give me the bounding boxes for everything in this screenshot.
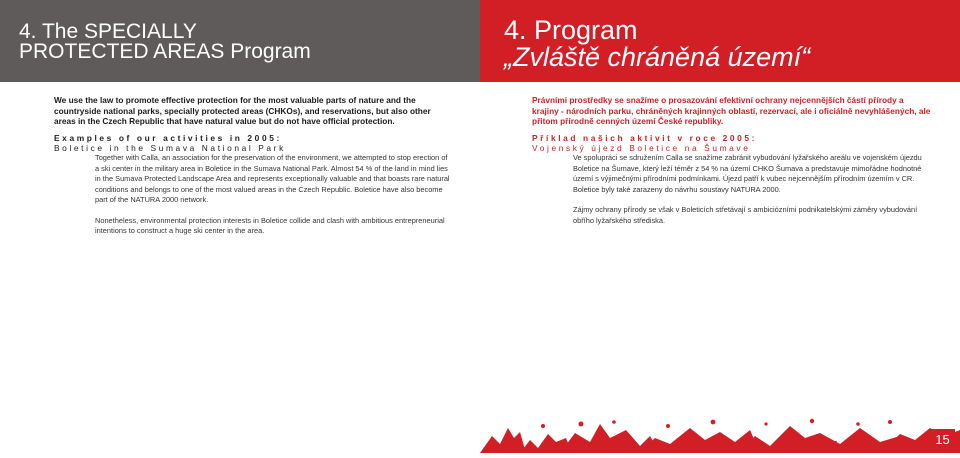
english-title-line1: 4. The SPECIALLY <box>19 20 197 43</box>
czech-title-line1: 4. Program <box>504 15 638 45</box>
page-number: 15 <box>930 429 955 451</box>
english-paragraph-1: Together with Calla, an association for the preservation of the environment, we attempted to stop erection of a ski center in the military area in Boletice in the Sumava National Park. Almost 54 % of the land in mind lies in the Sumava Protected Landscape Area and represents exceptionally valuable and that boasts rare natural conditions and belongs to one of the most valued areas in the Czech Republic. Boletice have also become part of the NATURA 2000 network. <box>95 153 450 204</box>
english-section-subheading: Boletice in the Sumava National Park <box>54 143 286 153</box>
czech-paragraph-2: Zájmy ochrany přírody se však v Boleticích střetávají s ambiciózními podnikatelskými záměry vybudování obřího lyžařského střediska. <box>573 205 918 225</box>
english-paragraph-2: Nonetheless, environmental protection interests in Boletice collide and clash with ambitious entrepreneurial intentions to construct a huge ski center in the area. <box>95 215 445 235</box>
english-title-line2: PROTECTED AREAS Program <box>19 40 311 63</box>
english-intro: We use the law to promote effective protection for the most valuable parts of nature and the countryside national parks, specially protected areas (CHKOs), and reservations, but also other areas in the Czech Republic that have natural value but do not have official protection. <box>54 95 431 127</box>
footer-splatter <box>0 418 960 453</box>
czech-body <box>573 153 925 226</box>
english-title <box>19 22 311 62</box>
czech-title-line2: „Zvláště chráněná území“ <box>504 42 811 72</box>
czech-section-heading: Příklad našich aktivit v roce 2005: <box>532 133 758 143</box>
czech-paragraph-1: Ve spolupráci se sdružením Calla se snažíme zabránit vybudování lyžařského areálu ve vojenském újezdu Boletice na Šumave, který leží téměr z 54 % na území CHKO Šumava a predstavuje mimořádne hodnotné území s výjimečnými přírodními podmínkami. Újezd patří k vubec nejcennějším přírodním územím v CR. Boletice byly také zarazeny do návrhu soustavy NATURA 2000. <box>573 153 922 194</box>
english-body <box>95 153 450 237</box>
czech-section-subheading: Vojenský újezd Boletice na Šumave <box>532 143 751 153</box>
english-section-heading: Examples of our activities in 2005: <box>54 133 282 143</box>
czech-intro: Právními prostředky se snažíme o prosazování efektivní ochrany nejcennějších částí přírody a krajiny - národních parku, chráněných krajinných oblastí, rezervací, ale i oficiálně nevyhlášených, ale přitom přírodně cenných území České republiky. <box>532 95 931 127</box>
header-czech <box>480 0 960 82</box>
paint-splatter-decoration <box>0 418 960 453</box>
header-english <box>0 0 480 82</box>
